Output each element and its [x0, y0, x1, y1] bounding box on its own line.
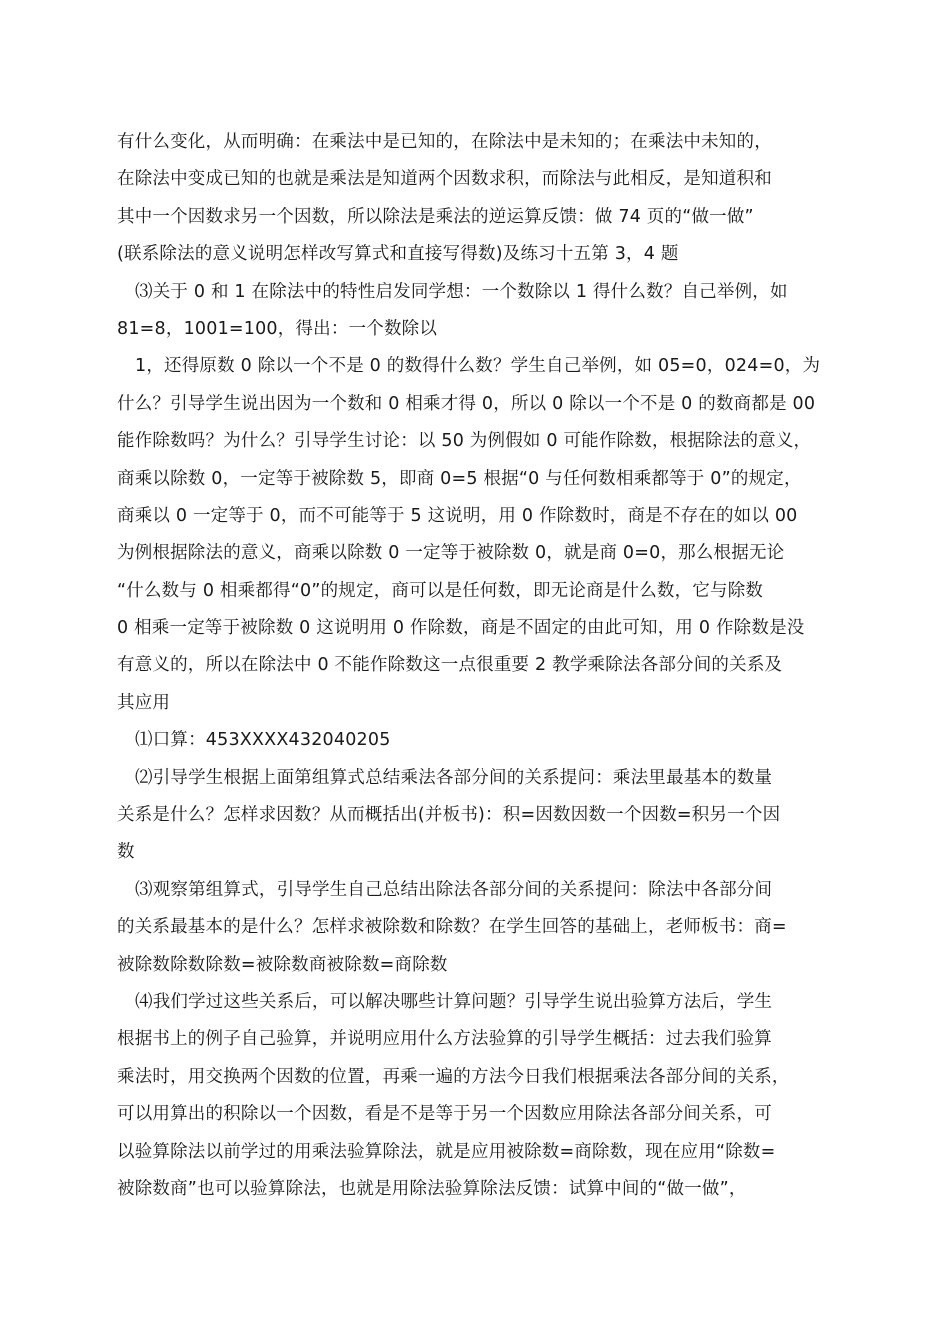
text-line: 商乘以 0 一定等于 0，而不可能等于 5 这说明，用 0 作除数时，商是不存在的如以 00	[117, 505, 798, 526]
text-line: 可以用算出的积除以一个因数，看是不是等于另一个因数应用除法各部分间关系，可	[117, 1104, 772, 1125]
text-line: 能作除数吗？为什么？引导学生讨论：以 50 为例假如 0 可能作除数，根据除法的意义，	[117, 431, 812, 452]
text-line: 其中一个因数求另一个因数，所以除法是乘法的逆运算反馈：做 74 页的“做一做”	[117, 206, 754, 227]
text-line: ⑶关于 0 和 1 在除法中的特性启发同学想：一个数除以 1 得什么数？自己举例，如	[135, 281, 788, 302]
text-line: 有意义的，所以在除法中 0 不能作除数这一点很重要 2 教学乘除法各部分间的关系及	[117, 655, 783, 676]
text-line: 81=8，1001=100，得出：一个数除以	[117, 318, 438, 339]
text-line: 的关系最基本的是什么？怎样求被除数和除数？在学生回答的基础上，老师板书：商=	[117, 917, 787, 938]
text-line: ⑷我们学过这些关系后，可以解决哪些计算问题？引导学生说出验算方法后，学生	[135, 991, 773, 1012]
text-line: 以验算除法以前学过的用乘法验算除法，就是应用被除数=商除数，现在应用“除数=	[117, 1141, 776, 1162]
text-line: 其应用	[117, 692, 171, 713]
text-line: 根据书上的例子自己验算，并说明应用什么方法验算的引导学生概括：过去我们验算	[117, 1029, 772, 1050]
text-line: 在除法中变成已知的也就是乘法是知道两个因数求积，而除法与此相反，是知道积和	[117, 169, 772, 190]
text-line: 0 相乘一定等于被除数 0 这说明用 0 作除数，商是不固定的由此可知，用 0 作除数是没	[117, 618, 805, 639]
text-line: (联系除法的意义说明怎样改写算式和直接写得数)及练习十五第 3，4 题	[117, 244, 679, 265]
document-body	[117, 124, 839, 1208]
text-line: 关系是什么？怎样求因数？从而概括出(并板书)：积=因数因数一个因数=积另一个因	[117, 805, 781, 826]
text-line: 1，还得原数 0 除以一个不是 0 的数得什么数？学生自己举例，如 05=0，024=0，为	[135, 356, 821, 377]
text-line: “什么数与 0 相乘都得“0”的规定，商可以是任何数，即无论商是什么数，它与除数	[117, 580, 764, 601]
text-line: ⑶观察第组算式，引导学生自己总结出除法各部分间的关系提问：除法中各部分间	[135, 879, 773, 900]
text-line: 商乘以除数 0，一定等于被除数 5，即商 0=5 根据“0 与任何数相乘都等于 0”的规定，	[117, 468, 802, 489]
text-line: ⑴口算：453XXXX432040205	[135, 730, 391, 751]
text-line: 有什么变化，从而明确：在乘法中是已知的，在除法中是未知的；在乘法中未知的，	[117, 132, 772, 152]
text-line: 被除数除数除数=被除数商被除数=商除数	[117, 954, 448, 975]
text-line: 数	[117, 842, 135, 863]
text-line: 乘法时，用交换两个因数的位置，再乘一遍的方法今日我们根据乘法各部分间的关系，	[117, 1066, 790, 1087]
text-line: ⑵引导学生根据上面第组算式总结乘法各部分间的关系提问：乘法里最基本的数量	[135, 767, 773, 788]
text-line: 什么？引导学生说出因为一个数和 0 相乘才得 0，所以 0 除以一个不是 0 的数商都是 00	[117, 393, 816, 414]
text-line: 被除数商”也可以验算除法，也就是用除法验算除法反馈：试算中间的“做一做”，	[117, 1178, 747, 1199]
text-line: 为例根据除法的意义，商乘以除数 0 一定等于被除数 0，就是商 0=0，那么根据无论	[117, 543, 785, 564]
